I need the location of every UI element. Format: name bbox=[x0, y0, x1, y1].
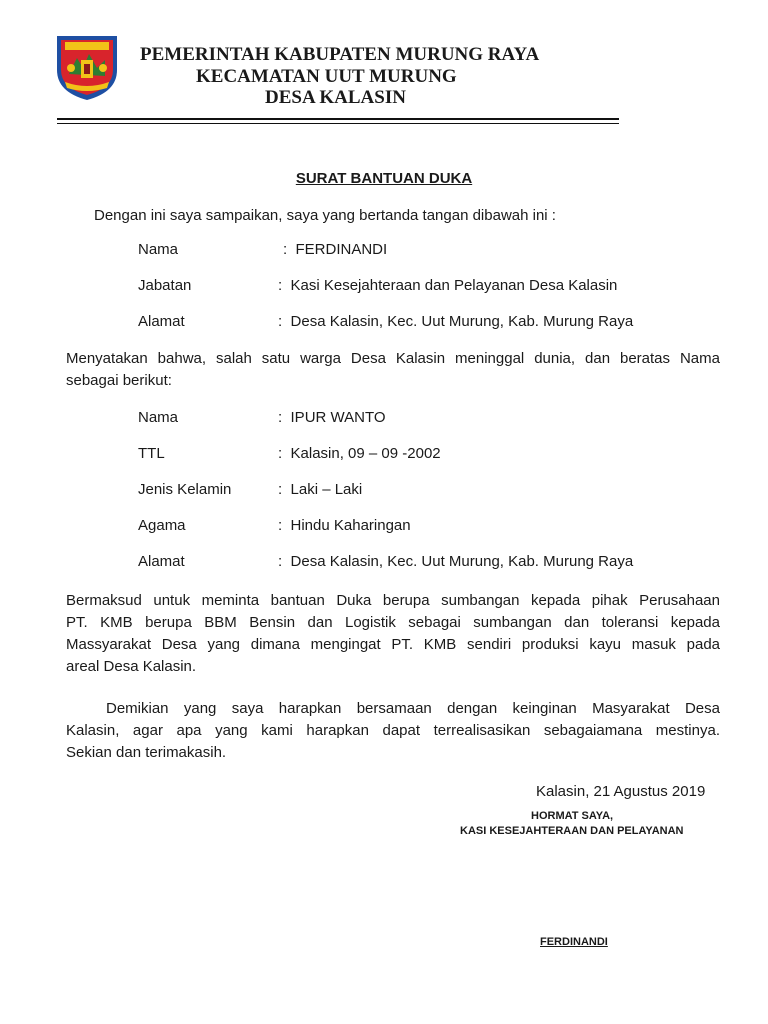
header-line-1: PEMERINTAH KABUPATEN MURUNG RAYA bbox=[140, 44, 540, 65]
deceased-name-label: Nama bbox=[138, 409, 179, 426]
deceased-name-value: : IPUR WANTO bbox=[278, 409, 386, 426]
signer-position-value: : Kasi Kesejahteraan dan Pelayanan Desa Kalasin bbox=[278, 277, 618, 294]
header-line-2: KECAMATAN UUT MURUNG bbox=[196, 66, 457, 87]
statement-paragraph bbox=[66, 348, 720, 392]
greeting: HORMAT SAYA, bbox=[531, 810, 614, 822]
header-line-3: DESA KALASIN bbox=[265, 87, 406, 108]
signer-name: FERDINANDI bbox=[540, 936, 608, 948]
statement-line-2: sebagai berikut: bbox=[66, 372, 172, 389]
deceased-ttl-value: : Kalasin, 09 – 09 -2002 bbox=[278, 445, 441, 462]
deceased-gender-value: : Laki – Laki bbox=[278, 481, 363, 498]
deceased-religion-value: : Hindu Kaharingan bbox=[278, 517, 411, 534]
request-line-4: areal Desa Kalasin. bbox=[66, 658, 197, 675]
regency-logo-emblem bbox=[51, 30, 123, 102]
regency-logo bbox=[51, 30, 123, 102]
request-line-1: Bermaksud untuk meminta bantuan Duka berupa sumbangan kepada pihak Perusahaan bbox=[66, 592, 720, 609]
intro-text: Dengan ini saya sampaikan, saya yang bertanda tangan dibawah ini : bbox=[94, 207, 556, 224]
signer-position-label: Jabatan bbox=[138, 277, 192, 294]
deceased-ttl-label: TTL bbox=[138, 445, 165, 462]
closing-line-1: Demikian yang saya harapkan bersamaan dengan keinginan Masyarakat Desa bbox=[106, 700, 720, 717]
signer-position: KASI KESEJAHTERAAN DAN PELAYANAN bbox=[460, 825, 684, 837]
statement-line-1: Menyatakan bahwa, salah satu warga Desa Kalasin meninggal dunia, dan beratas Nama bbox=[66, 350, 720, 367]
signer-address-value: : Desa Kalasin, Kec. Uut Murung, Kab. Murung Raya bbox=[278, 313, 634, 330]
header-divider-thin bbox=[57, 123, 619, 124]
request-line-3: Massyarakat Desa yang dimana mengingat PT. KMB sendiri produksi kayu masuk pada bbox=[66, 636, 720, 653]
place-date: Kalasin, 21 Agustus 2019 bbox=[536, 783, 706, 800]
letter-title: SURAT BANTUAN DUKA bbox=[295, 170, 473, 187]
request-line-2: PT. KMB berupa BBM Bensin dan Logistik sebagai sumbangan dan toleransi kepada bbox=[66, 614, 720, 631]
signer-address-label: Alamat bbox=[138, 313, 185, 330]
deceased-gender-label: Jenis Kelamin bbox=[138, 481, 232, 498]
header-divider-thick bbox=[57, 118, 619, 120]
request-paragraph bbox=[66, 590, 720, 678]
closing-paragraph bbox=[66, 698, 720, 764]
closing-line-2: Kalasin, agar apa yang kami harapkan dapat terrealisasikan sebagaiamana mestinya. bbox=[66, 722, 720, 739]
closing-line-3: Sekian dan terimakasih. bbox=[66, 744, 227, 761]
deceased-address-label: Alamat bbox=[138, 553, 185, 570]
signer-name-label: Nama bbox=[138, 241, 179, 258]
signer-name-value: : FERDINANDI bbox=[283, 241, 388, 258]
deceased-address-value: : Desa Kalasin, Kec. Uut Murung, Kab. Murung Raya bbox=[278, 553, 634, 570]
deceased-religion-label: Agama bbox=[138, 517, 186, 534]
